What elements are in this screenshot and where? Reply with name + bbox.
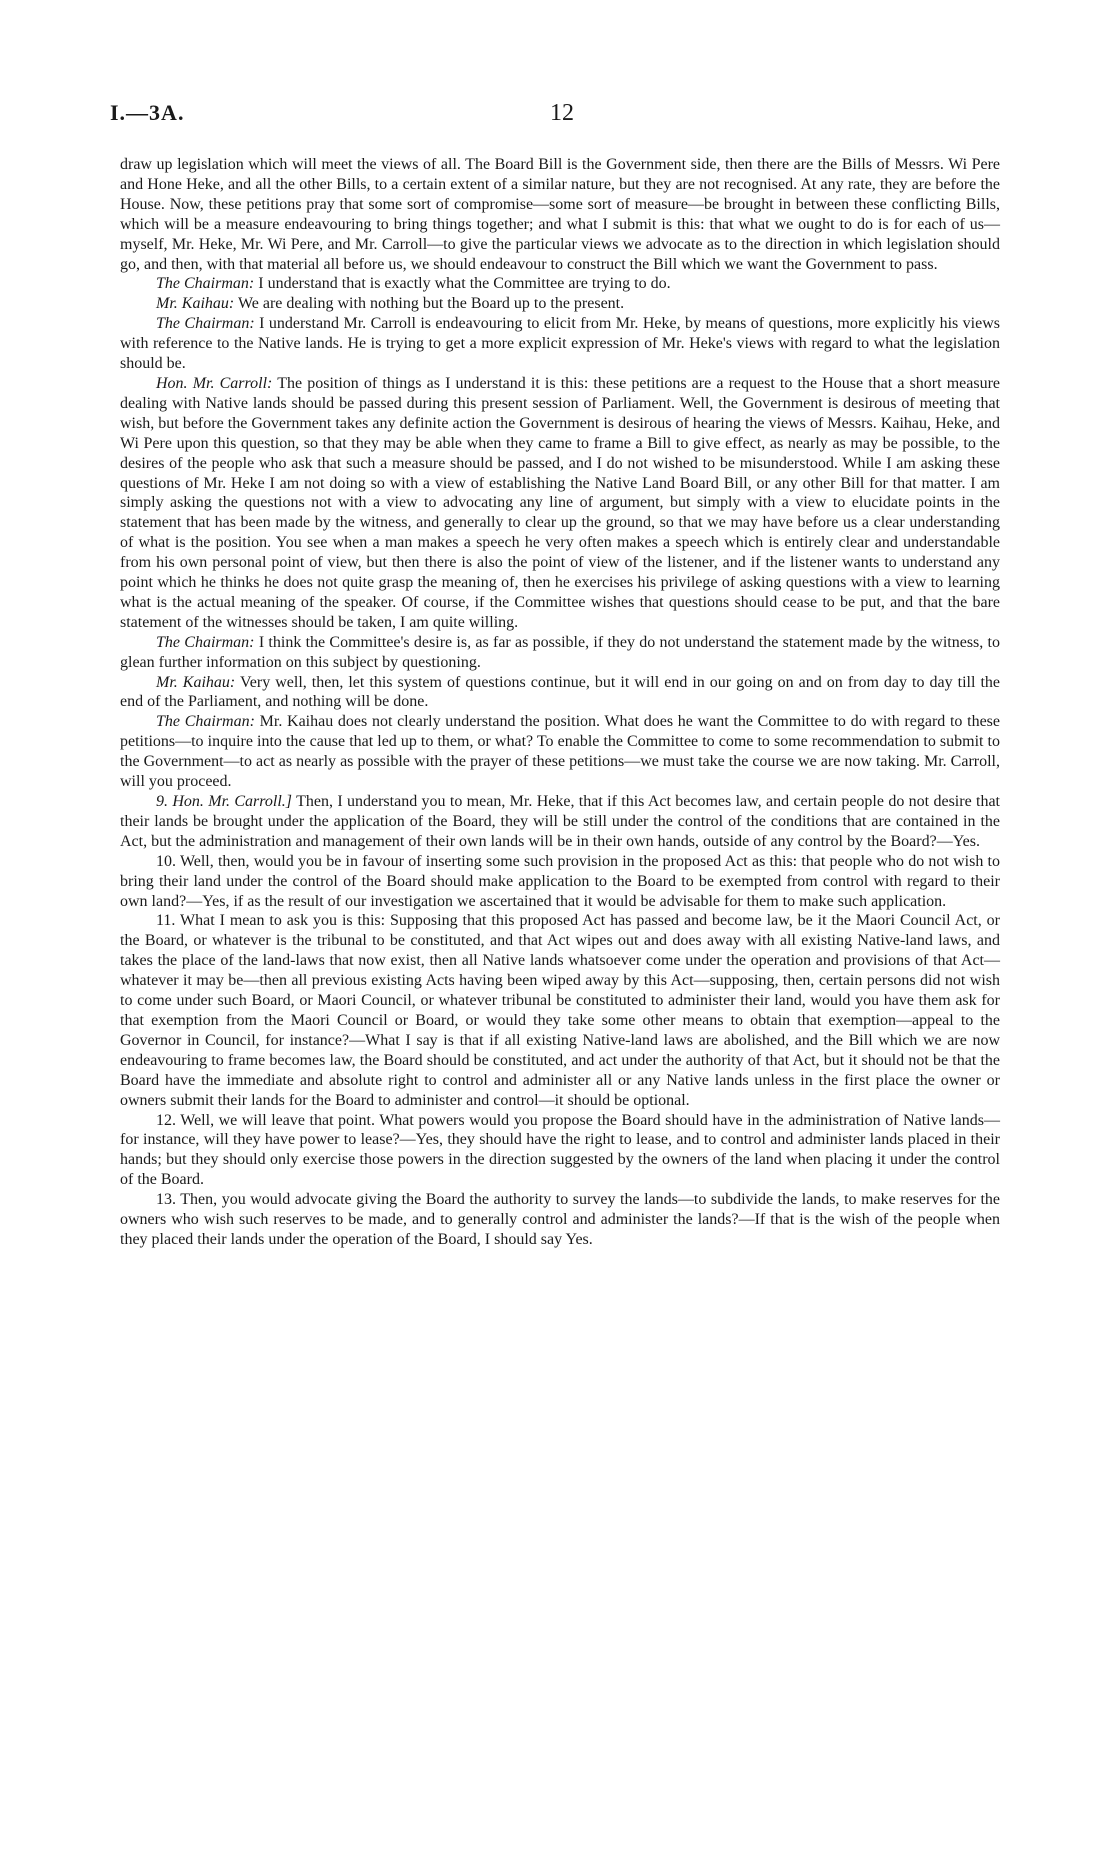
speaker-name: 9. Hon. Mr. Carroll.] <box>156 793 293 810</box>
speaker-name: The Chairman: <box>156 315 255 333</box>
paragraph-text: Mr. Kaihau does not clearly understand the position. What does he want the Committee to do with regard to these petitions—to inquire into the cause that led up to them, or what? To enable the Committee to come to some recommendation to submit to the Government—to act as nearly as possible with the prayer of these petitions—we must take the course we are now taking. Mr. Carroll, will you proceed. <box>120 713 1001 791</box>
page-number: 12 <box>550 100 574 126</box>
speaker-name: The Chairman: <box>156 633 255 651</box>
paragraph <box>120 633 1000 673</box>
paragraph-text: I understand Mr. Carroll is endeavouring to elicit from Mr. Heke, by means of questions, more explicitly his views with reference to the Native lands. He is trying to get a more explicit expression of Mr. Heke's views with regard to what the legislation should be. <box>120 315 1001 373</box>
paragraph-text: I understand that is exactly what the Committee are trying to do. <box>258 275 671 293</box>
paragraph <box>120 911 1000 1110</box>
paragraph-text: 12. Well, we will leave that point. What powers would you propose the Board should have in the administration of Native lands—for instance, will they have power to lease?—Yes, they should have the right to lease, and to control and administer lands placed in their hands; but they should only exercise those powers in the direction suggested by the owners of the land when placing it under the control of the Board. <box>120 1111 1000 1189</box>
paragraph-text: 13. Then, you would advocate giving the Board the authority to survey the lands—to subdivide the lands, to make reserves for the owners who wish such reserves to be made, and to generally control and administer the lands?—If that is the wish of the people when they placed their lands under the operation of the Board, I should say Yes. <box>120 1191 1000 1248</box>
paragraph <box>120 294 1000 314</box>
speaker-name: Hon. Mr. Carroll: <box>156 374 273 392</box>
paragraph-text: Very well, then, let this system of questions continue, but it will end in our going on and on from day to day till the end of the Parliament, and nothing will be done. <box>120 673 1000 711</box>
page-header <box>110 100 1010 130</box>
paragraph-text: The position of things as I understand it is this: these petitions are a request to the House that a short measure dealing with Native lands should be passed during this present session of Parliament. Well, the Government is desirous of meeting that wish, but before the Government takes any definite action the Government is desirous of hearing the views of Messrs. Kaihau, Heke, and Wi Pere upon this question, so that they may be able when they came to frame a Bill to give effect, as nearly as may be possible, to the desires of the people who ask that such a measure should be passed, and I do not wished to be misunderstood. While I am asking these questions of Mr. Heke I am not doing so with a view of establishing the Native Land Board Bill, or any other Bill for that matter. I am simply asking the questions not with a view to advocating any line of argument, but simply with a view to elucidate points in the statement that has been made by the witness, and generally to clear up the ground, so that we may have before us a clear understanding of what is the position. You see when a man makes a speech he very often makes a speech which is entirely clear and understandable from his own personal point of view, but then there is also the point of view of the listener, and if the listener wants to understand any point which he thinks he does not quite grasp the meaning of, then he exercises his privilege of asking questions with a view to learning what is the actual meaning of the speaker. Of course, if the Committee wishes that questions should cease to be put, and that the bare statement of the witnesses should be taken, I am quite willing. <box>120 374 1000 631</box>
speaker-name: Mr. Kaihau: <box>156 295 235 313</box>
speaker-name: Mr. Kaihau: <box>156 673 236 691</box>
document-reference: I.—3A. <box>110 100 185 125</box>
paragraph <box>120 1190 1000 1250</box>
paragraph-text: We are dealing with nothing but the Board up to the present. <box>237 295 625 313</box>
paragraph-text: draw up legislation which will meet the views of all. The Board Bill is the Government side, then there are the Bills of Messrs. Wi Pere and Hone Heke, and all the other Bills, to a certain extent of a similar nature, but they are not recognised. At any rate, they are before the House. Now, these petitions pray that some sort of compromise—some sort of measure—be brought in between these conflicting Bills, which will be a measure endeavouring to bring things together; and what I submit is this: that what we ought to do is for each of us—myself, Mr. Heke, Mr. Wi Pere, and Mr. Carroll—to give the particular views we advocate as to the direction in which legislation should go, and then, with that material all before us, we should endeavour to construct the Bill which we want the Government to pass. <box>120 156 1000 273</box>
paragraph <box>120 155 1000 274</box>
paragraph <box>120 1111 1000 1191</box>
body-text <box>120 155 1000 1250</box>
paragraph <box>120 852 1000 912</box>
paragraph-text: Then, I understand you to mean, Mr. Heke, that if this Act becomes law, and certain people do not desire that their lands be brought under the application of the Board, they will be still under the control of the conditions that are contained in the Act, but the administration and management of their own lands will be in their own hands, outside of any control by the Board?—Yes. <box>120 793 1001 850</box>
speaker-name: The Chairman: <box>156 713 255 731</box>
paragraph <box>120 673 1000 713</box>
paragraph <box>120 374 1000 633</box>
paragraph <box>120 712 1000 792</box>
paragraph <box>120 792 1000 852</box>
paragraph-text: 10. Well, then, would you be in favour of inserting some such provision in the proposed Act as this: that people who do not wish to bring their land under the control of the Board should make application to the Board to be exempted from control with regard to their own land?—Yes, if as the result of our investigation we ascertained that it would be advisable for them to make such application. <box>120 852 1000 910</box>
speaker-name: The Chairman: <box>156 275 255 293</box>
paragraph <box>120 314 1000 374</box>
paragraph-text: I think the Committee's desire is, as far as possible, if they do not understand the statement made by the witness, to glean further information on this subject by questioning. <box>120 633 1000 671</box>
paragraph-text: 11. What I mean to ask you is this: Supposing that this proposed Act has passed and become law, be it the Maori Council Act, or the Board, or whatever is the tribunal to be constituted, and that Act wipes out and does away with all existing Native-land laws, and takes the place of the land-laws that now exist, then all Native lands whatsoever come under the operation and provisions of that Act—whatever it may be—then all previous existing Acts having been wiped away by this Act—supposing, then, certain persons did not wish to come under such Board, or Maori Council, or whatever tribunal be constituted to administer their land, would you have them ask for that exemption from the Maori Council or Board, or would they take some other means to obtain that exemption—appeal to the Governor in Council, for instance?—What I say is that if all existing Native-land laws are abolished, and the Bill which we are now endeavouring to frame becomes law, the Board should be constituted, and act under the authority of that Act, but it should not be that the Board have the immediate and absolute right to control and administer all or any Native lands unless in the first place the owner or owners submit their lands for the Board to administer and control—it should be optional. <box>120 912 1000 1109</box>
paragraph <box>120 274 1000 294</box>
